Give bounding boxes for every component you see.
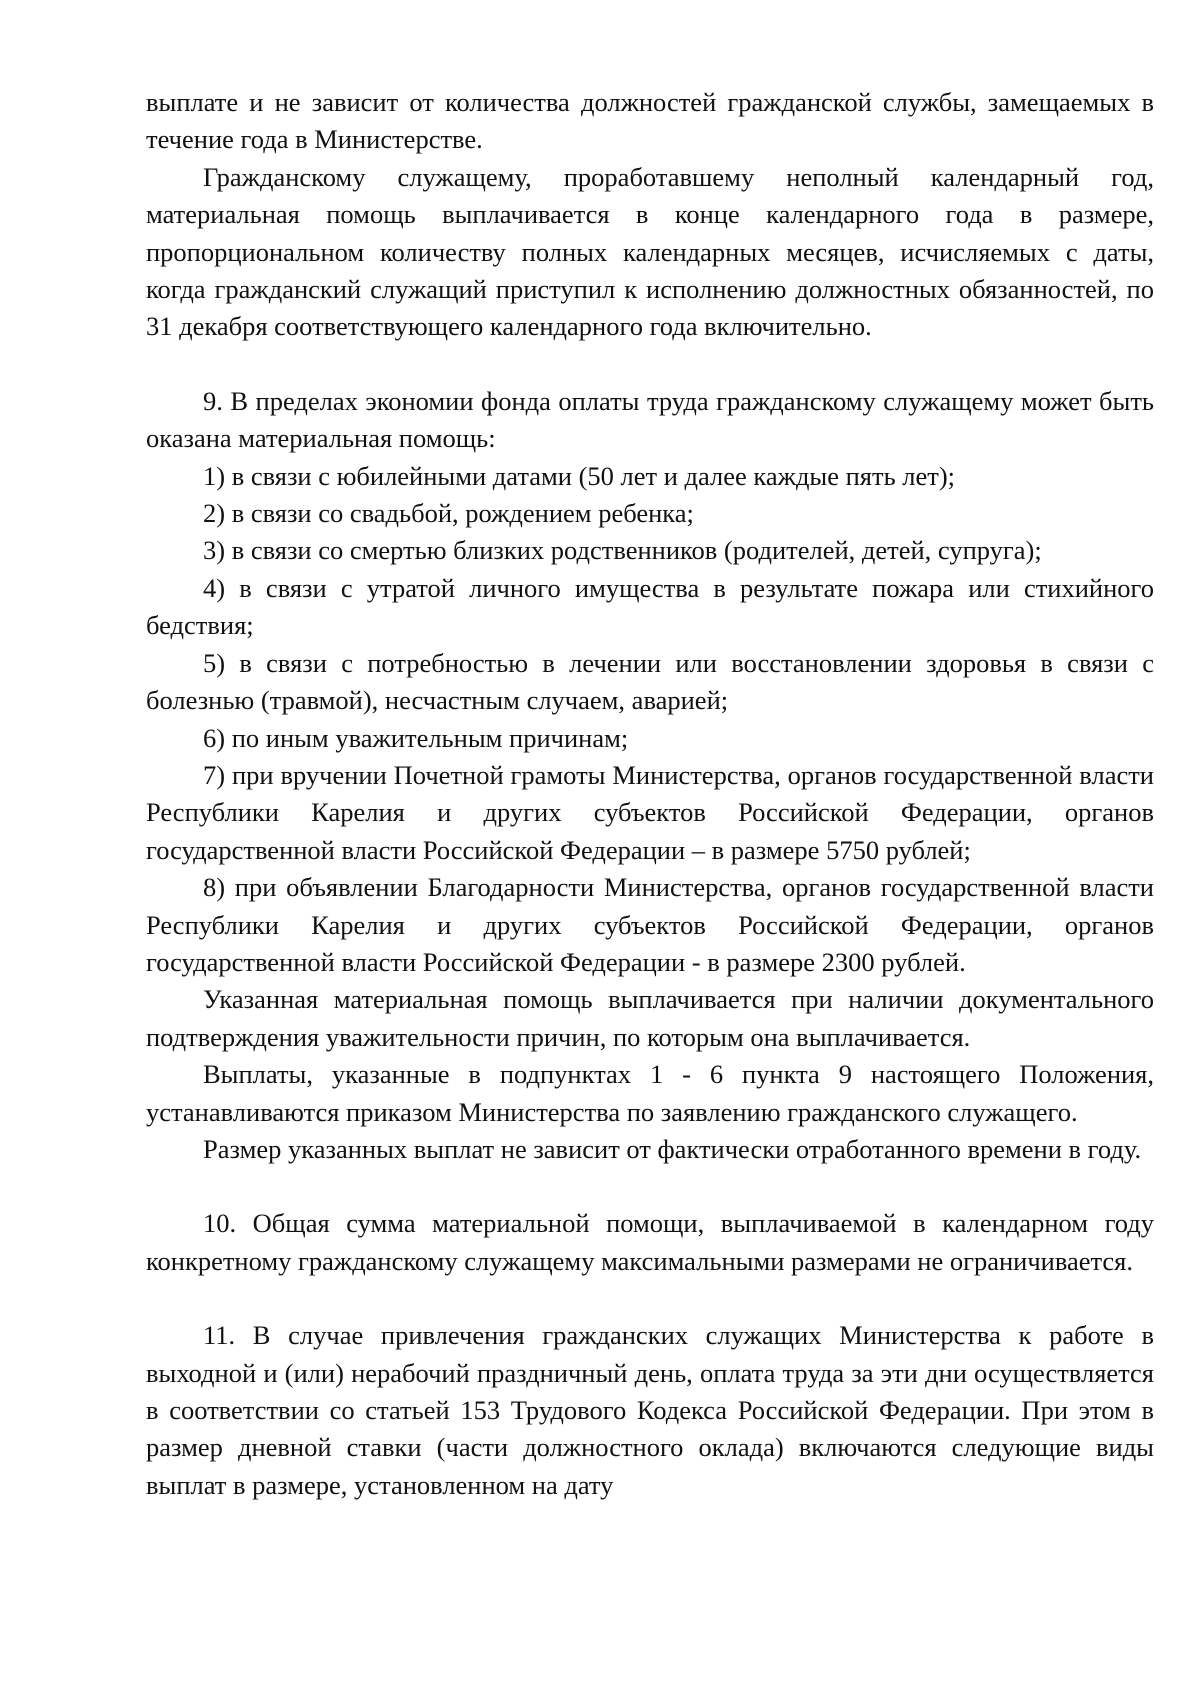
clause-9-item-2: 2) в связи со свадьбой, рождением ребенка; — [203, 498, 694, 529]
paragraph-spacer — [146, 1168, 1154, 1205]
clause-9-intro: 9. В пределах экономии фонда оплаты труда гражданскому служащему может быть оказана материальная помощь: — [146, 385, 1154, 454]
clause-9-item-7: 7) при вручении Почетной грамоты Министерства, органов государственной власти Республики Карелия и других субъектов Российской Федерации, органов государственной власти Российской Федерации – в размере 5750 рублей; — [146, 759, 1154, 865]
clause-9-item-6: 6) по иным уважительным причинам; — [203, 722, 629, 753]
clause-9-item-8: 8) при объявлении Благодарности Министерства, органов государственной власти Республики Карелия и других субъектов Российской Федерации, органов государственной власти Российской Федерации - в размере 2300 рублей. — [146, 872, 1154, 977]
clause-9-item-5: 5) в связи с потребностью в лечении или восстановлении здоровья в связи с болезнью (травмой), несчастным случаем, аварией; — [146, 647, 1154, 716]
clause-9-order: Выплаты, указанные в подпунктах 1 - 6 пункта 9 настоящего Положения, устанавливаются приказом Министерства по заявлению гражданского служащего. — [146, 1059, 1154, 1127]
clause-9-item-3: 3) в связи со смертью близких родственников (родителей, детей, супруга); — [203, 535, 1042, 566]
document-page — [146, 84, 1154, 1504]
clause-9-condition: Указанная материальная помощь выплачивается при наличии документального подтверждения уважительности причин, по которым она выплачивается. — [146, 984, 1154, 1052]
paragraph-spacer — [146, 1280, 1154, 1317]
paragraph-spacer — [146, 346, 1154, 383]
paragraph-partial-year: Гражданскому служащему, проработавшему неполный календарный год, материальная помощь выплачивается в конце календарного года в размере, пропорциональном количеству полных календарных месяцев, исчисляемых с даты, когда гражданский служащий приступил к исполнению должностных обязанностей, по 31 декабря соответствующего календарного года включительно. — [146, 161, 1154, 342]
clause-9-item-1: 1) в связи с юбилейными датами (50 лет и далее каждые пять лет); — [203, 460, 956, 491]
paragraph-continuation: выплате и не зависит от количества должностей гражданской службы, замещаемых в течение года в Министерстве. — [146, 87, 1154, 155]
clause-10: 10. Общая сумма материальной помощи, выплачиваемой в календарном году конкретному гражданскому служащему максимальными размерами не ограничивается. — [146, 1208, 1154, 1276]
clause-11: 11. В случае привлечения гражданских служащих Министерства к работе в выходной и (или) нерабочий праздничный день, оплата труда за эти дни осуществляется в соответствии со статьей 153 Трудового Кодекса Российской Федерации. При этом в размер дневной ставки (части должностного оклада) включаются следующие виды выплат в размере, установленном на дату — [146, 1320, 1154, 1500]
clause-9-amount-note: Размер указанных выплат не зависит от фактически отработанного времени в году. — [203, 1133, 1142, 1164]
clause-9-item-4: 4) в связи с утратой личного имущества в результате пожара или стихийного бедствия; — [146, 572, 1154, 641]
